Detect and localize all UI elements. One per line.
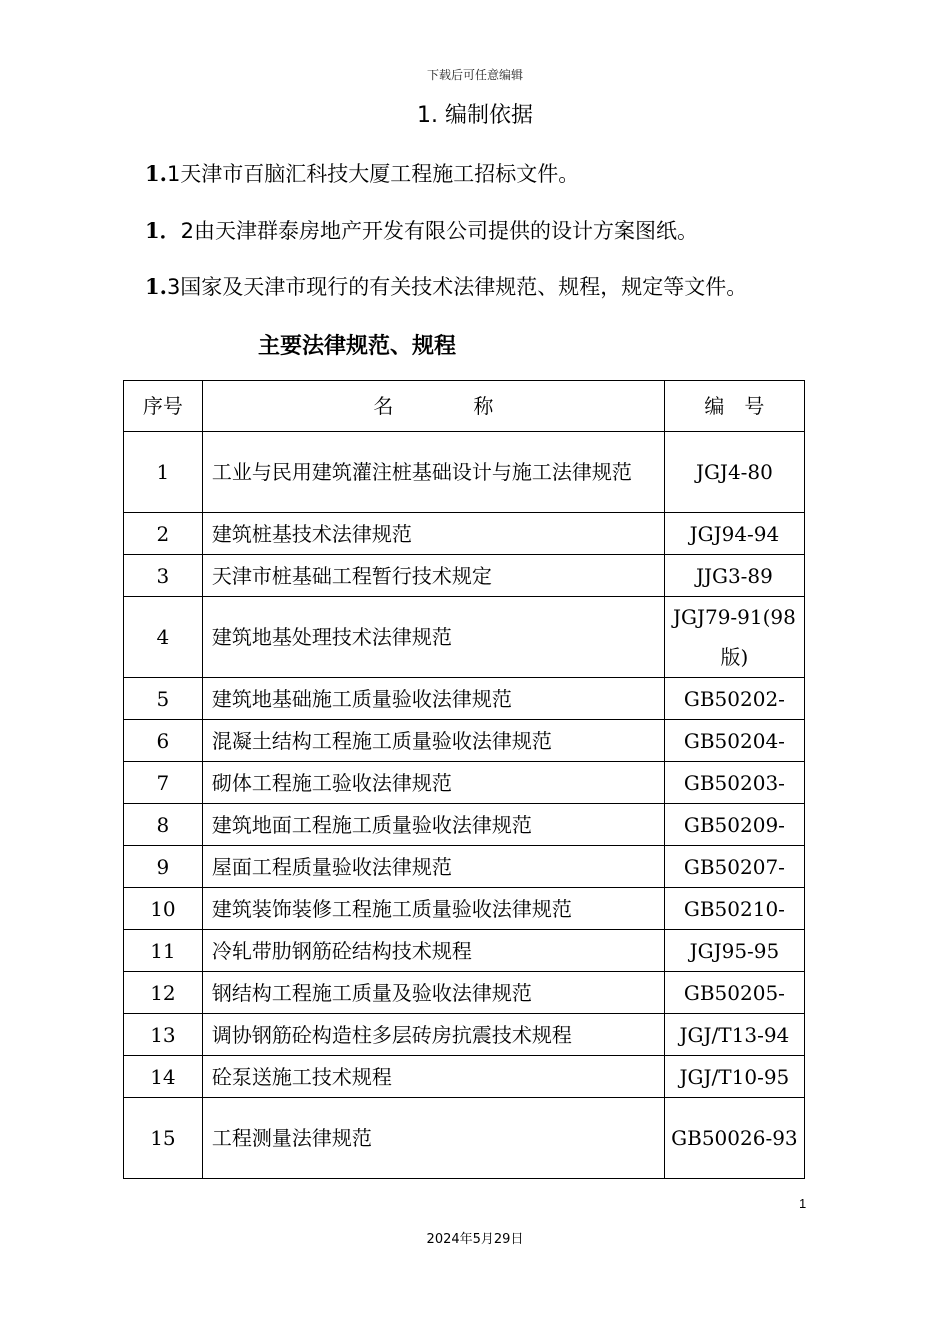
row-seq: 12 — [124, 972, 203, 1014]
table-row — [124, 678, 805, 720]
row-seq: 7 — [124, 762, 203, 804]
row-seq: 10 — [124, 888, 203, 930]
basis-item-number: 1． — [145, 218, 181, 243]
row-name: 砼泵送施工技术规程 — [202, 1056, 664, 1098]
row-seq: 13 — [124, 1014, 203, 1056]
standards-table — [123, 380, 805, 1179]
page-header: 下载后可任意编辑 — [426, 68, 523, 82]
row-seq: 2 — [124, 513, 203, 555]
row-code: GB50209- — [664, 804, 804, 846]
row-name: 工业与民用建筑灌注桩基础设计与施工法律规范 — [202, 432, 664, 513]
table-row — [124, 972, 805, 1014]
basis-item-3 — [145, 271, 747, 301]
table-row — [124, 555, 805, 597]
row-code: JGJ4-80 — [664, 432, 804, 513]
row-seq: 3 — [124, 555, 203, 597]
row-name: 天津市桩基础工程暂行技术规定 — [202, 555, 664, 597]
row-name: 钢结构工程施工质量及验收法律规范 — [202, 972, 664, 1014]
row-code: GB50207- — [664, 846, 804, 888]
row-code: JJG3-89 — [664, 555, 804, 597]
row-name: 屋面工程质量验收法律规范 — [202, 846, 664, 888]
row-code: JGJ79-91(98版) — [664, 597, 804, 678]
header-name: 名 称 — [202, 381, 664, 432]
header-seq: 序号 — [124, 381, 203, 432]
basis-item-text: 1天津市百脑汇科技大厦工程施工招标文件。 — [166, 162, 580, 186]
basis-item-number: 1. — [145, 274, 167, 299]
basis-item-text: 2由天津群泰房地产开发有限公司提供的设计方案图纸。 — [180, 219, 698, 243]
row-name: 建筑装饰装修工程施工质量验收法律规范 — [202, 888, 664, 930]
table-row — [124, 1098, 805, 1179]
table-row — [124, 597, 805, 678]
row-code: JGJ/T10-95 — [664, 1056, 804, 1098]
row-name: 建筑地基础施工质量验收法律规范 — [202, 678, 664, 720]
row-seq: 11 — [124, 930, 203, 972]
table-row — [124, 720, 805, 762]
basis-item-2 — [145, 215, 698, 245]
row-code: GB50204- — [664, 720, 804, 762]
row-seq: 15 — [124, 1098, 203, 1179]
row-seq: 8 — [124, 804, 203, 846]
table-row — [124, 513, 805, 555]
row-seq: 9 — [124, 846, 203, 888]
row-seq: 1 — [124, 432, 203, 513]
basis-item-1 — [145, 158, 579, 188]
row-code: JGJ94-94 — [664, 513, 804, 555]
row-code: JGJ/T13-94 — [664, 1014, 804, 1056]
row-code: GB50205- — [664, 972, 804, 1014]
table-row — [124, 846, 805, 888]
row-code: GB50026-93 — [664, 1098, 804, 1179]
section-heading: 1. 编制依据 — [417, 103, 533, 128]
page-footer-date: 2024年5月29日 — [426, 1232, 524, 1247]
row-name: 建筑地基处理技术法律规范 — [202, 597, 664, 678]
table-row — [124, 762, 805, 804]
table-row — [124, 930, 805, 972]
row-code: GB50210- — [664, 888, 804, 930]
table-row — [124, 1014, 805, 1056]
row-code: JGJ95-95 — [664, 930, 804, 972]
row-name: 工程测量法律规范 — [202, 1098, 664, 1179]
table-row — [124, 804, 805, 846]
row-code: GB50203- — [664, 762, 804, 804]
row-seq: 5 — [124, 678, 203, 720]
row-seq: 14 — [124, 1056, 203, 1098]
row-name: 建筑地面工程施工质量验收法律规范 — [202, 804, 664, 846]
basis-item-text: 3国家及天津市现行的有关技术法律规范、规程，规定等文件。 — [166, 275, 748, 299]
row-name: 砌体工程施工验收法律规范 — [202, 762, 664, 804]
table-row — [124, 888, 805, 930]
row-seq: 4 — [124, 597, 203, 678]
page-number: 1 — [799, 1196, 807, 1211]
row-name: 冷轧带肋钢筋砼结构技术规程 — [202, 930, 664, 972]
row-code: GB50202- — [664, 678, 804, 720]
row-name: 调协钢筋砼构造柱多层砖房抗震技术规程 — [202, 1014, 664, 1056]
table-row — [124, 1056, 805, 1098]
table-title: 主要法律规范、规程 — [258, 334, 457, 359]
row-name: 建筑桩基技术法律规范 — [202, 513, 664, 555]
header-code: 编 号 — [664, 381, 804, 432]
table-header-row — [124, 381, 805, 432]
table-row — [124, 432, 805, 513]
basis-item-number: 1. — [145, 161, 167, 186]
row-seq: 6 — [124, 720, 203, 762]
row-name: 混凝土结构工程施工质量验收法律规范 — [202, 720, 664, 762]
